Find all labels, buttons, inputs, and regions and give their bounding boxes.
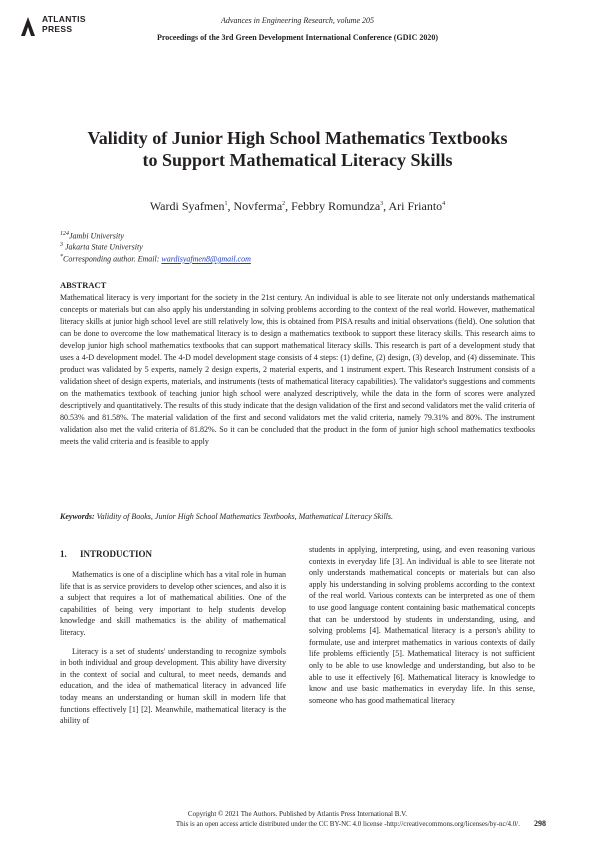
affiliation-text: Jambi University	[69, 231, 124, 241]
journal-name: Advances in Engineering Research, volume 205	[221, 16, 374, 25]
affiliation-sup: 124	[60, 231, 69, 237]
author-name: Ari Frianto	[388, 199, 443, 213]
footer-copyright: Copyright © 2021 The Authors. Published by Atlantis Press International B.V.	[187, 810, 408, 818]
keywords-text: Validity of Books, Junior High School Mathematics Textbooks, Mathematical Literacy Skills.	[96, 512, 393, 521]
logo-line1: ATLANTIS	[42, 14, 86, 24]
corresponding-author	[60, 252, 540, 265]
paragraph: Literacy is a set of students' understanding to recognize symbols in both individual and group development. This ability have diversity in the context of social and cultural, to meet needs, demands and education, and the idea of mathematical literacy in advanced life today means an understanding or human skill in modern life that functions effectively [1] [2]. Meanwhile, mathematical literacy is the ability of	[60, 646, 286, 726]
author-name: Wardi Syafmen	[149, 199, 225, 213]
proceedings-name: Proceedings of the 3rd Green Development International Conference (GDIC 2020)	[156, 33, 439, 42]
author-name: Febbry Romundza	[291, 199, 381, 213]
abstract-heading: ABSTRACT	[60, 280, 107, 290]
affiliation-sup: 3	[60, 242, 63, 248]
right-column	[309, 544, 535, 713]
paper-title	[40, 127, 555, 171]
abstract-text: Mathematical literacy is very important for the society in the 21st century. An individual is able to see literate not only understands mathematical concepts or materials but can also apply his understanding in solving problems according to the context of the real world. However, mathematical literacy skills at junior high school level are still relatively low, this is obtained from PISA results and initial observations (field). One solution that can be done to overcome the low mathematical literacy is to design a mathematics textbook to support these literacy skills. This research aims to develop junior high school mathematics textbooks that can support mathematical literacy skills. This research is part of a development study that uses a 4-D development model. The 4-D model development stage consists of 4 steps: (1) define, (2) design, (3) develop, and (4) disseminate. This product was validated by 5 experts, namely 2 design experts, 2 material experts, and 1 instrument expert. This Research Instrument consists of a validation sheet of design experts, materials, and instruments (tests of mathematical literacy capabilities). The validator's suggestions and comments on the mathematics textbook of teaching junior high school were analyzed descriptively, while the data in the form of scores were analyzed descriptively and quantitatively. The results of this study indicate that the design validation of the first and second validators met the valid criteria of 80.53% and 81.58%. The material validation of the first and second validators met the valid criteria, namely 79.31% and 80%. The instrument validation also met the valid criteria of 81.82%. So it can be concluded that the product in the form of junior high school mathematics textbooks meets the valid criteria and is feasible to apply	[60, 293, 535, 446]
footer-license: This is an open access article distributed under the CC BY-NC 4.0 license -http://creativecommons.org/licenses/by-nc/4.0/.	[175, 820, 520, 828]
paragraph: students in applying, interpreting, using, and even reasoning various contexts in everyday life [3]. An individual is able to see literate not only understands mathematical concepts or materials but can also apply his understanding in solving problems according to the context of the real world. Various contexts can be interpreted as one of them to use good language content containing basic mathematical concepts that can be understood by students in understanding, using, and solving problems [4]. Mathematical literacy is a person's ability to formulate, use and interpret mathematics in various contexts of daily life problems efficiently [5]. Mathematical literacy is not sufficient only to be able to use knowledge and understanding, but also to be able to use it effectively [6]. Mathematical literacy is knowledge to know and use basic mathematics in everyday life. In this sense, someone who has good mathematical literacy	[309, 545, 535, 705]
paragraph: Mathematics is one of a discipline which has a vital role in human life that is as service providers to develop other sciences, and also it is a subject that requires a lot of mathematical abilities. One of the capabilities of being very important to help students develop knowledge and skill mathematics is the ability of mathematical literacy.	[60, 570, 286, 637]
title-line-1: Validity of Junior High School Mathematics Textbooks	[87, 128, 508, 148]
keywords	[60, 512, 535, 521]
author-sup: 3	[380, 201, 384, 207]
affiliation-sup: *	[60, 254, 63, 260]
logo-line2: PRESS	[42, 24, 73, 34]
section-number: 1.	[60, 549, 67, 559]
affiliation-2	[60, 240, 540, 253]
author-sup: 2	[282, 201, 286, 207]
title-line-2: to Support Mathematical Literacy Skills	[142, 150, 453, 170]
left-column	[60, 569, 286, 734]
page-number: 298	[534, 819, 546, 828]
corresponding-label: Corresponding author. Email:	[63, 254, 162, 264]
section-heading	[60, 549, 152, 559]
keywords-label: Keywords:	[60, 512, 95, 521]
author-sup: 4	[442, 201, 446, 207]
section-title: INTRODUCTION	[80, 549, 153, 559]
author-list: Wardi Syafmen$^1$, Novferma$^2$, Febbry Romundza$^3$, Ari Frianto$^4$	[149, 199, 446, 213]
affiliation-text: Jakarta State University	[65, 242, 143, 252]
author-sup: 1	[224, 201, 228, 207]
author-name: Novferma	[233, 199, 283, 213]
email-link[interactable]: wardisyafmen8@gmail.com	[161, 254, 251, 264]
